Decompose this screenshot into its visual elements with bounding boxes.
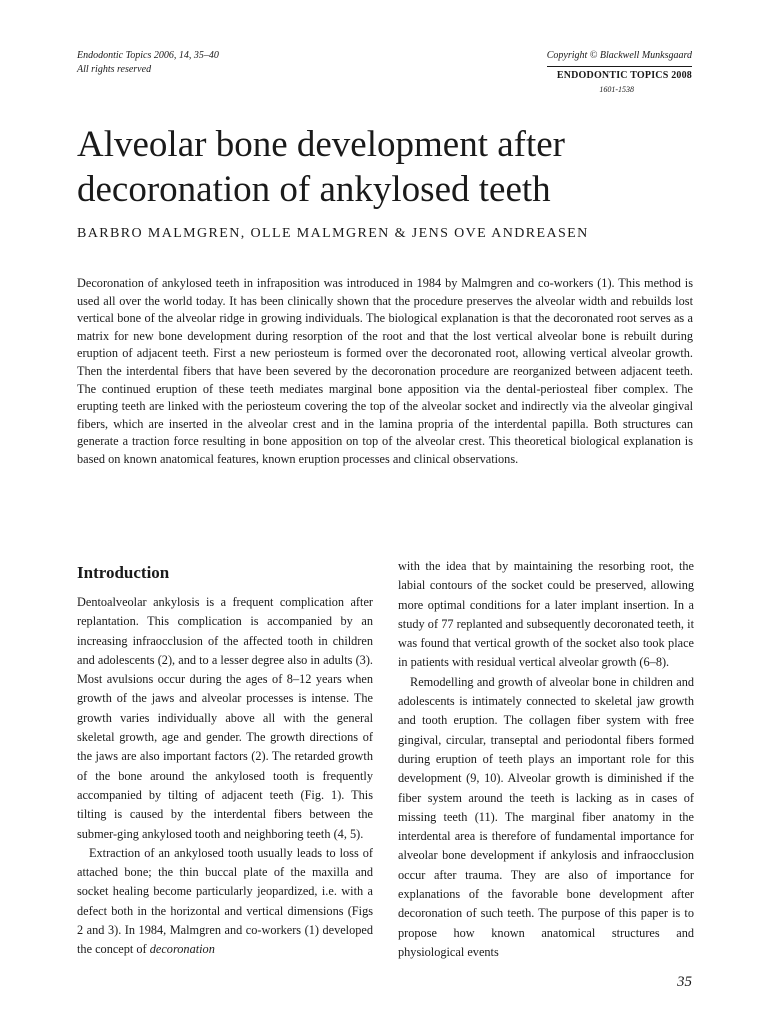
running-header-left xyxy=(77,49,219,77)
emphasis-decoronation: decoronation xyxy=(149,942,215,957)
intro-paragraph-3: Remodelling and growth of alveolar bone in children and adolescents is intimately connected to skeletal jaw growth and tooth eruption. The collagen fiber system with free gingival, circular, transeptal and periodontal fibers formed during eruption of teeth plays an important role for this development (9, 10). Alveolar growth is diminished if the fiber system around the teeth is lacking as in cases of missing teeth (11). The marginal fiber anatomy in the interdental area is therefore of fundamental importance for alveolar bone development if ankylosis and infraocclusion occur after trauma. They are also of importance for explanations of the favorable bone development after decoronation of such teeth. The purpose of this paper is to propose how known anatomical structures and physiological events xyxy=(398,674,694,959)
author-list: BARBRO MALMGREN, OLLE MALMGREN & JENS OVE ANDREASEN xyxy=(77,226,589,241)
abstract: Decoronation of ankylosed teeth in infraposition was introduced in 1984 by Malmgren and co-workers (1). This method is used all over the world today. It has been clinically shown that the procedure preserves the alveolar width and rebuilds lost vertical bone of the alveolar ridge in growing individuals. The biological explanation is that the decoronated root serves as a matrix for new bone development during resorption of the root and that the lost vertical alveolar bone is rebuilt during eruption of adjacent teeth. First a new periosteum is formed over the decoronated root, allowing vertical alveolar growth. Then the interdental fibers that have been severed by the decoronation procedure are reorganized between adjacent teeth. The continued eruption of these teeth mediates marginal bone apposition via the dental-periosteal fiber complex. The erupting teeth are linked with the periosteum covering the top of the alveolar socket and indirectly via the alveolar gingival fibers, which are inserted in the alveolar crest and in the lamina propria of the interdental papilla. Both structures can generate a traction force resulting in bone apposition on top of the alveolar crest. This theoretical biological explanation is based on known anatomical features, known eruption processes and clinical observations. xyxy=(77,276,693,466)
left-column xyxy=(77,562,373,960)
journal-citation: Endodontic Topics 2006, 14, 35–40 xyxy=(77,50,219,61)
intro-paragraph-2-text: Extraction of an ankylosed tooth usually leads to loss of attached bone; the thin buccal plate of the maxilla and socket healing become particularly jeopardized, i.e. with a defect both in the horizontal and vertical dimensions (Figs 2 and 3). In 1984, Malmgren and co-workers (1) developed the concept of xyxy=(77,845,373,957)
section-heading-introduction: Introduction xyxy=(77,563,170,582)
intro-paragraph-1: Dentoalveolar ankylosis is a frequent complication after replantation. This complication is accompanied by an increasing infraocclusion of the affected tooth in children and adolescents (2), and to a lesser degree also in adults (3). Most avulsions occur during the ages of 8–12 years when growth of the jaws and alveolar processes is intense. The growth varies individually above all with the general skeletal growth, age and gender. The growth directions of the jaws are also important factors (2). The retarded growth of the bone around the ankylosed tooth is frequently accompanied by tilting of adjacent teeth (Fig. 1). This tilting is caused by the interdental fibers between the submer-ging ankylosed tooth and neighboring teeth (4, 5). xyxy=(77,595,373,841)
right-column xyxy=(398,557,694,962)
intro-paragraph-2 xyxy=(77,844,373,960)
article-title: Alveolar bone development after decoronation of ankylosed teeth xyxy=(77,124,565,210)
running-header-right xyxy=(547,49,692,97)
journal-name: ENDODONTIC TOPICS 2008 xyxy=(547,66,692,83)
intro-paragraph-2-continued: with the idea that by maintaining the resorbing root, the labial contours of the socket could be preserved, allowing more optimal conditions for a later implant insertion. In a study of 77 replanted and subsequently decoronated teeth, it was found that vertical growth of the socket also took place in patients with residual vertical alveolar growth (6–8). xyxy=(398,559,694,670)
copyright-notice: Copyright © Blackwell Munksgaard xyxy=(546,50,692,61)
rights-notice: All rights reserved xyxy=(77,64,152,75)
page-number: 35 xyxy=(677,974,692,990)
issn: 1601-1538 xyxy=(599,85,634,94)
